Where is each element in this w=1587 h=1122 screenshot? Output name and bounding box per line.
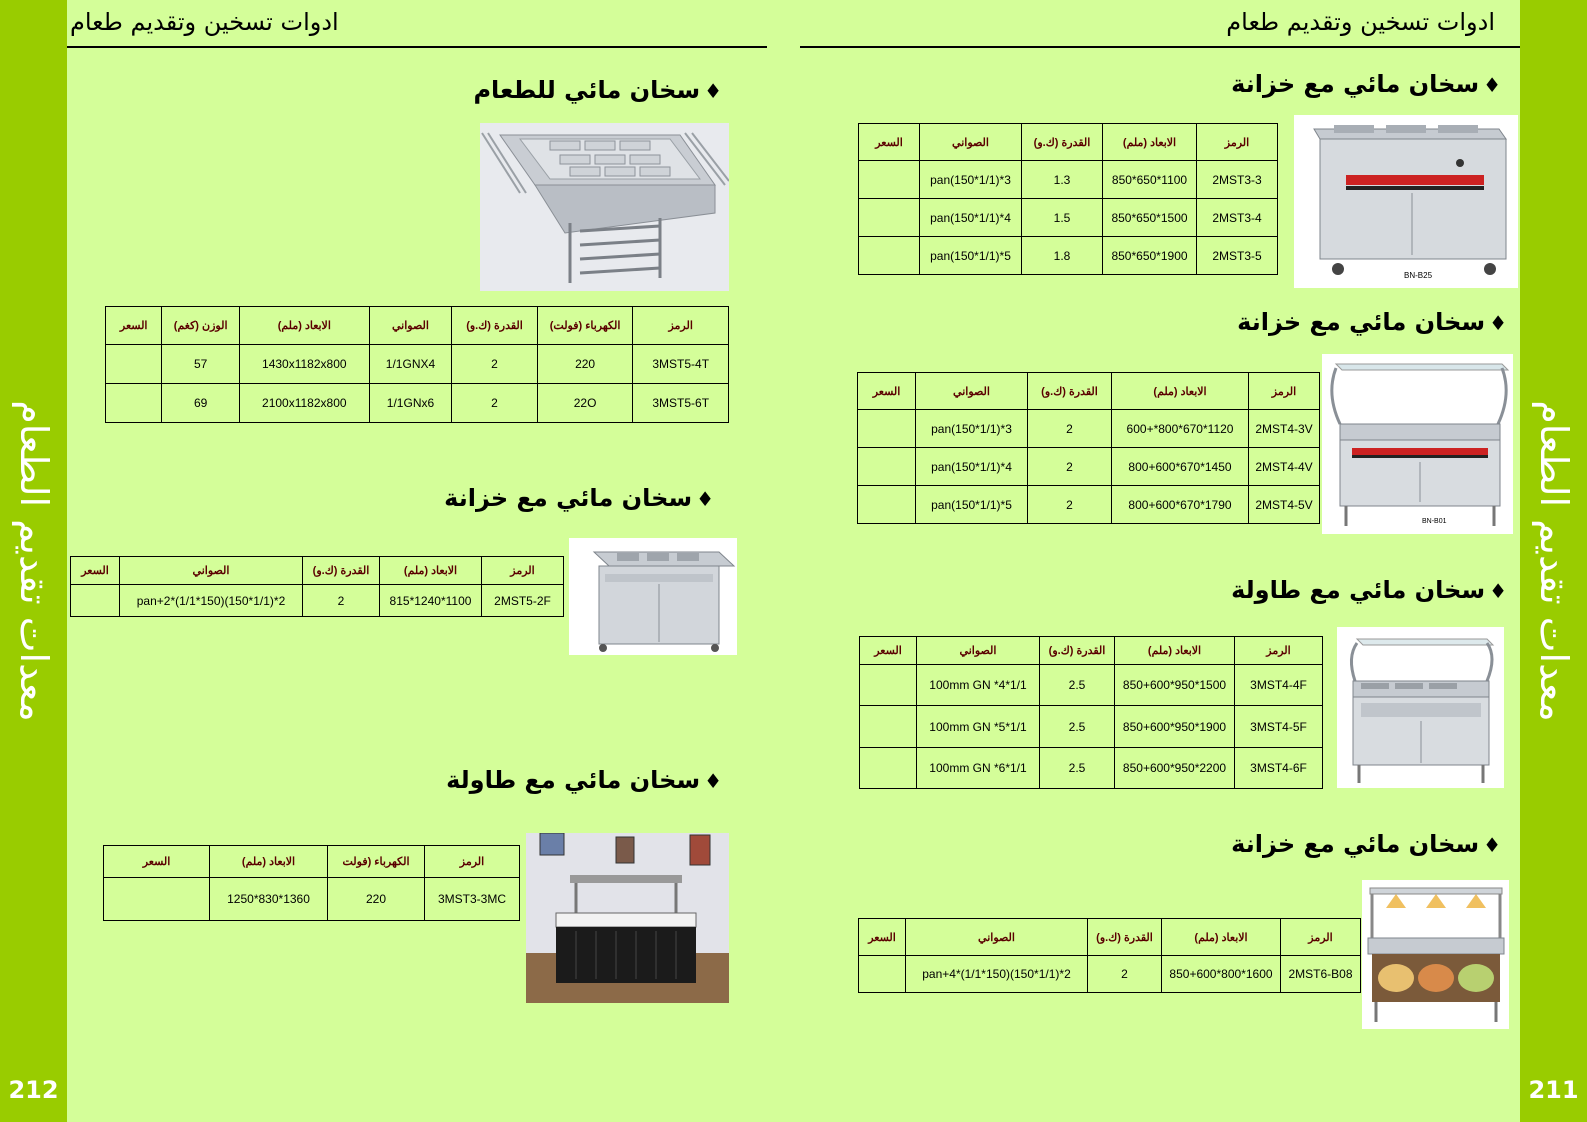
table-header: القدرة (ك.و) — [303, 557, 380, 585]
table-cell: 1900*950*850+600 — [1115, 706, 1235, 748]
table-cell: 1500*950*850+600 — [1115, 665, 1235, 706]
table-cell: 3*(1/1*150)pan — [920, 161, 1022, 199]
table-header: الابعاد (ملم) — [239, 307, 369, 345]
table-cell: 2MST4-3V — [1249, 410, 1320, 448]
table-cell: 1.3 — [1022, 161, 1103, 199]
table-header: الصواني — [369, 307, 452, 345]
table-cell — [858, 448, 916, 486]
table-cell — [858, 486, 916, 524]
table-row — [860, 706, 1323, 748]
table-header: الرمز — [1197, 124, 1278, 161]
table-cell: 2*(1/1*150)pan+4*(1/1*150) — [906, 956, 1088, 993]
table-header: السعر — [858, 373, 916, 410]
table-cell: 3*(1/1*150)pan — [916, 410, 1028, 448]
section-title-warmer-table: ♦سخان مائي مع طاولة — [446, 766, 722, 794]
table-cell: 1790*670*800+600 — [1112, 486, 1249, 524]
table-cell: 220 — [537, 345, 633, 384]
table-cell: 2 — [452, 384, 538, 423]
table-row — [858, 448, 1320, 486]
table-cell: 3MST4-4F — [1235, 665, 1323, 706]
table-cell: 1360*830*1250 — [210, 878, 328, 921]
table-header: الابعاد (ملم) — [380, 557, 482, 585]
table-cell — [859, 237, 920, 275]
table-cell: 2MST3-3 — [1197, 161, 1278, 199]
table-header: السعر — [859, 124, 920, 161]
left-page-header: ادوات تسخين وتقديم طعام — [70, 8, 339, 36]
table-cell: 3MST5-6T — [633, 384, 729, 423]
section-title-warmer-cabinet-4: ♦سخان مائي مع خزانة — [1231, 830, 1501, 858]
table-cell: 4*(1/1*150)pan — [916, 448, 1028, 486]
table-header: الرمز — [633, 307, 729, 345]
table-row — [106, 384, 729, 423]
diamond-bullet-icon: ♦ — [1489, 311, 1507, 335]
table-header: القدرة (ك.و) — [452, 307, 538, 345]
table-cell — [859, 161, 920, 199]
table-cell: 220 — [328, 878, 425, 921]
section-title-warmer-table-2: ♦سخان مائي مع طاولة — [1231, 576, 1507, 604]
table-cell: 3MST4-5F — [1235, 706, 1323, 748]
table-cell: 2 — [1028, 486, 1112, 524]
table-header: الرمز — [1249, 373, 1320, 410]
warmer-table-photo — [526, 833, 729, 1003]
warmer-cabinet-bn-b01-photo — [1322, 354, 1513, 534]
table-cell: 5*(1/1*150)pan — [916, 486, 1028, 524]
water-warmer-photo — [480, 123, 729, 291]
table-header: السعر — [104, 846, 210, 878]
table-row — [71, 585, 564, 617]
table-cell: 2 — [1028, 410, 1112, 448]
diamond-bullet-icon: ♦ — [1483, 833, 1501, 857]
table-cell: 2100x1182x800 — [239, 384, 369, 423]
left-side-bar — [0, 0, 67, 1122]
diamond-bullet-icon: ♦ — [704, 79, 722, 103]
table-cell: 2MST3-4 — [1197, 199, 1278, 237]
table-cell — [106, 345, 162, 384]
table-cell: 1.5 — [1022, 199, 1103, 237]
table-cell: 1430x1182x800 — [239, 345, 369, 384]
warmer-cabinet-3-table — [857, 372, 1320, 524]
table-header: الرمز — [1235, 637, 1323, 665]
table-cell: 2MST6-B08 — [1281, 956, 1361, 993]
table-header: الابعاد (ملم) — [1162, 919, 1281, 956]
right-side-title: معدات تقديم الطعام — [1531, 400, 1576, 722]
table-cell: 1.8 — [1022, 237, 1103, 275]
table-cell: 3MST3-3MC — [425, 878, 520, 921]
table-cell — [859, 956, 906, 993]
table-row — [858, 486, 1320, 524]
table-cell: 2*(1/1*150)pan+2*(1/1*150) — [120, 585, 303, 617]
section-title-warmer-cabinet-3: ♦سخان مائي مع خزانة — [1237, 308, 1507, 336]
table-header: القدرة (ك.و) — [1022, 124, 1103, 161]
section-title-warmer-cabinet-2: ♦سخان مائي مع خزانة — [1231, 70, 1501, 98]
table-header: السعر — [860, 637, 917, 665]
table-header: السعر — [859, 919, 906, 956]
table-header: الابعاد (ملم) — [1115, 637, 1235, 665]
diamond-bullet-icon: ♦ — [1483, 73, 1501, 97]
table-header: الصواني — [120, 557, 303, 585]
left-header-rule — [67, 46, 767, 48]
table-cell: 1100*650*850 — [1103, 161, 1197, 199]
table-cell: 2MST3-5 — [1197, 237, 1278, 275]
table-header: القدرة (ك.و) — [1028, 373, 1112, 410]
right-page-number: 211 — [1528, 1076, 1579, 1104]
table-cell: 1100*1240*815 — [380, 585, 482, 617]
table-header: الصواني — [917, 637, 1040, 665]
warmer-cabinet-2-table — [858, 123, 1278, 275]
table-cell: 1500*650*850 — [1103, 199, 1197, 237]
diamond-bullet-icon: ♦ — [704, 769, 722, 793]
table-header: الكهرباء (فولت) — [537, 307, 633, 345]
photo-caption: BN-B01 — [1422, 518, 1447, 525]
table-cell: 1/1GNx6 — [369, 384, 452, 423]
table-cell — [860, 706, 917, 748]
table-cell: 1/1GNX4 — [369, 345, 452, 384]
warmer-cabinet-4-table — [858, 918, 1361, 993]
table-cell — [858, 410, 916, 448]
table-header: السعر — [71, 557, 120, 585]
warmer-cabinet-bn-b25-photo — [1294, 115, 1518, 288]
table-header: الرمز — [1281, 919, 1361, 956]
table-header: الصواني — [916, 373, 1028, 410]
table-cell: 3MST5-4T — [633, 345, 729, 384]
table-cell: 1450*670*800+600 — [1112, 448, 1249, 486]
table-header: الابعاد (ملم) — [210, 846, 328, 878]
table-cell: 2MST5-2F — [482, 585, 564, 617]
table-cell: 1900*650*850 — [1103, 237, 1197, 275]
table-row — [104, 878, 520, 921]
table-cell: 1/1*100mm GN *5 — [917, 706, 1040, 748]
left-page-number: 212 — [8, 1076, 59, 1104]
table-cell: 2 — [303, 585, 380, 617]
table-row — [859, 237, 1278, 275]
section-title-warmer-cabinet: ♦سخان مائي مع خزانة — [444, 484, 714, 512]
table-row — [860, 748, 1323, 789]
table-cell: 5*(1/1*150)pan — [920, 237, 1022, 275]
table-header: القدرة (ك.و) — [1040, 637, 1115, 665]
table-header: السعر — [106, 307, 162, 345]
right-page-header: ادوات تسخين وتقديم طعام — [1226, 8, 1495, 36]
table-cell: 4*(1/1*150)pan — [920, 199, 1022, 237]
table-header: الابعاد (ملم) — [1103, 124, 1197, 161]
diamond-bullet-icon: ♦ — [696, 487, 714, 511]
warmer-cabinet-table — [70, 556, 564, 617]
table-header: الكهرباء (فولت — [328, 846, 425, 878]
table-cell — [859, 199, 920, 237]
warmer-table-table — [103, 845, 520, 921]
table-cell: 2 — [1088, 956, 1162, 993]
left-side-title: معدات تقديم الطعام — [11, 400, 56, 722]
table-cell: 69 — [162, 384, 239, 423]
table-cell: 3MST4-6F — [1235, 748, 1323, 789]
table-header: الرمز — [482, 557, 564, 585]
table-row — [859, 199, 1278, 237]
table-cell: 2MST4-5V — [1249, 486, 1320, 524]
table-header: الصواني — [906, 919, 1088, 956]
table-cell: 1120*670*800*+600 — [1112, 410, 1249, 448]
table-cell: 2200*950*850+600 — [1115, 748, 1235, 789]
table-header: الرمز — [425, 846, 520, 878]
table-cell: 2.5 — [1040, 665, 1115, 706]
table-row — [858, 410, 1320, 448]
table-cell: 2MST4-4V — [1249, 448, 1320, 486]
warmer-cabinet-4-photo — [1362, 880, 1509, 1029]
table-cell: 2.5 — [1040, 748, 1115, 789]
table-row — [859, 956, 1361, 993]
table-cell: 2.5 — [1040, 706, 1115, 748]
table-row — [860, 665, 1323, 706]
warmer-cabinet-photo — [569, 538, 737, 655]
photo-caption: BN-B25 — [1404, 271, 1433, 280]
table-cell — [860, 748, 917, 789]
water-warmer-table — [105, 306, 729, 423]
table-row — [106, 345, 729, 384]
right-header-rule — [800, 46, 1520, 48]
table-cell: 1/1*100mm GN *4 — [917, 665, 1040, 706]
table-cell: 1600*800*850+600 — [1162, 956, 1281, 993]
table-header: الصواني — [920, 124, 1022, 161]
table-cell: 1/1*100mm GN *6 — [917, 748, 1040, 789]
table-header: الابعاد (ملم) — [1112, 373, 1249, 410]
table-cell — [860, 665, 917, 706]
table-cell: 2 — [1028, 448, 1112, 486]
table-cell — [106, 384, 162, 423]
diamond-bullet-icon: ♦ — [1489, 579, 1507, 603]
table-row — [859, 161, 1278, 199]
table-header: القدرة (ك.و) — [1088, 919, 1162, 956]
table-cell: 57 — [162, 345, 239, 384]
section-title-water-warmer: ♦سخان مائي للطعام — [473, 76, 722, 104]
table-cell: 2 — [452, 345, 538, 384]
warmer-table-2-photo — [1337, 627, 1504, 788]
table-header: الوزن (كغم) — [162, 307, 239, 345]
table-cell — [71, 585, 120, 617]
right-side-bar — [1520, 0, 1587, 1122]
table-cell: 22O — [537, 384, 633, 423]
warmer-table-2-table — [859, 636, 1323, 789]
table-cell — [104, 878, 210, 921]
